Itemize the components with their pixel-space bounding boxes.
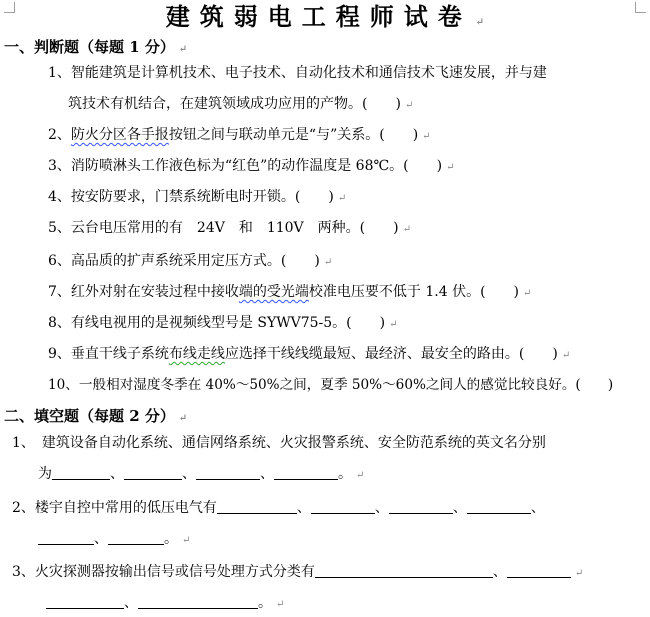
judge-question-1-cont xyxy=(68,93,413,115)
judge-question-8 xyxy=(48,312,397,334)
answer-blank[interactable] xyxy=(52,465,110,480)
question-text: 1、智能建筑是计算机技术、电子技术、自动化技术和通信技术飞速发展，并与建 xyxy=(48,65,547,81)
question-text: 7、红外对射在安装过程中接收 xyxy=(48,284,239,300)
answer-blank[interactable] xyxy=(311,499,375,514)
question-text: 2、楼宇自控中常用的低压电气有 xyxy=(12,500,217,516)
paragraph-mark: ↵ xyxy=(574,568,584,579)
separator-text: 、 xyxy=(260,466,274,482)
separator-text: 、 xyxy=(530,500,545,516)
fill-question-3 xyxy=(12,561,583,583)
question-text: 4、按安防要求，门禁系统断电时开锁。( ) xyxy=(48,189,334,205)
section2-heading-text: 二、填空题（每题 2 分） xyxy=(4,407,175,425)
question-text: 3、消防喷淋头工作液色标为“红色”的动作温度是 68℃。( ) xyxy=(48,158,443,174)
fill-question-3-cont xyxy=(46,592,284,614)
question-text: 5、云台电压常用的有 24V 和 110V 两种。( ) xyxy=(48,220,399,236)
section1-heading-text: 一、判断题（每题 1 分） xyxy=(4,38,175,56)
answer-blank[interactable] xyxy=(124,465,182,480)
paragraph-mark: ↵ xyxy=(276,599,285,610)
question-text: 8、有线电视用的是视频线型号是 SYWV75-5。( ) xyxy=(48,315,386,331)
judge-question-5 xyxy=(48,217,411,239)
exam-title xyxy=(0,2,650,32)
judge-question-1 xyxy=(48,62,547,84)
judge-question-7 xyxy=(48,281,531,303)
end-text: 。 xyxy=(338,466,352,482)
separator-text: 、 xyxy=(452,500,467,516)
section1-heading xyxy=(4,36,187,58)
answer-blank[interactable] xyxy=(467,499,531,514)
answer-blank[interactable] xyxy=(138,594,258,609)
question-text: 10、一般相对湿度冬季在 40%～50%之间，夏季 50%～60%之间人的感觉比较良好。( ) xyxy=(48,377,614,393)
answer-blank[interactable] xyxy=(389,499,453,514)
paragraph-mark: ↵ xyxy=(422,131,431,142)
separator-text: 、 xyxy=(110,466,124,482)
paragraph-mark: ↵ xyxy=(404,100,414,111)
question-text: 应选择干线线缆最短、最经济、最安全的路由。( ) xyxy=(224,346,558,362)
question-text: 筑技术有机结合，在建筑领域成功应用的产物。( ) xyxy=(68,96,401,112)
answer-blank[interactable] xyxy=(108,530,164,545)
judge-question-6 xyxy=(48,250,332,272)
spellcheck-underlined-text: 端的受光端 xyxy=(238,284,309,300)
paragraph-mark: ↵ xyxy=(178,413,188,424)
judge-question-3 xyxy=(48,155,454,177)
paragraph-mark: ↵ xyxy=(523,288,532,299)
answer-blank[interactable] xyxy=(274,465,338,480)
answer-blank[interactable] xyxy=(38,530,94,545)
separator-text: 、 xyxy=(182,466,196,482)
paragraph-mark: ↵ xyxy=(402,224,411,235)
paragraph-mark: ↵ xyxy=(178,44,188,55)
paragraph-mark: ↵ xyxy=(475,17,485,28)
answer-blank[interactable] xyxy=(217,499,297,514)
section2-heading xyxy=(4,405,187,427)
grammar-underlined-text: 布线走线 xyxy=(168,346,225,362)
question-text: 3、火灾探测器按输出信号或信号处理方式分类有 xyxy=(12,564,315,580)
paragraph-mark: ↵ xyxy=(323,257,333,268)
separator-text: 、 xyxy=(94,531,108,547)
separator-text: 、 xyxy=(124,595,138,611)
judge-question-10 xyxy=(48,374,613,396)
judge-question-2 xyxy=(48,124,431,146)
judge-question-4 xyxy=(48,186,346,208)
question-text: 2、 xyxy=(48,127,71,143)
question-text: 按钮之间与联动单元是“与”关系。( ) xyxy=(168,127,419,143)
question-text: 为 xyxy=(38,466,52,482)
judge-question-9 xyxy=(48,343,570,365)
separator-text: 、 xyxy=(374,500,389,516)
question-text: 校准电压要不低于 1.4 伏。( ) xyxy=(308,284,520,300)
paragraph-mark: ↵ xyxy=(561,350,571,361)
question-text: 1、 建筑设备自动化系统、通信网络系统、火灾报警系统、安全防范系统的英文名分别 xyxy=(12,435,546,451)
fill-question-2-cont xyxy=(38,528,190,550)
paragraph-mark: ↵ xyxy=(337,193,347,204)
paragraph-mark: ↵ xyxy=(389,319,398,330)
answer-blank[interactable] xyxy=(315,563,493,578)
paragraph-mark: ↵ xyxy=(182,535,191,546)
paragraph-mark: ↵ xyxy=(446,162,455,173)
separator-text: 、 xyxy=(296,500,311,516)
separator-text: 、 xyxy=(492,564,507,580)
answer-blank[interactable] xyxy=(196,465,260,480)
question-text: 6、高品质的扩声系统采用定压方式。( ) xyxy=(48,253,320,269)
spellcheck-underlined-text: 防火分区各手报 xyxy=(70,127,169,143)
answer-blank[interactable] xyxy=(507,563,571,578)
end-text: 。 xyxy=(164,531,178,547)
paragraph-mark: ↵ xyxy=(356,470,365,481)
answer-blank[interactable] xyxy=(46,594,124,609)
exam-title-text: 建筑弱电工程师试卷 xyxy=(165,2,472,31)
fill-question-2 xyxy=(12,497,545,519)
fill-question-1-blanks xyxy=(38,463,364,485)
end-text: 。 xyxy=(258,595,272,611)
question-text: 9、垂直干线子系统 xyxy=(48,346,169,362)
fill-question-1 xyxy=(12,432,546,454)
